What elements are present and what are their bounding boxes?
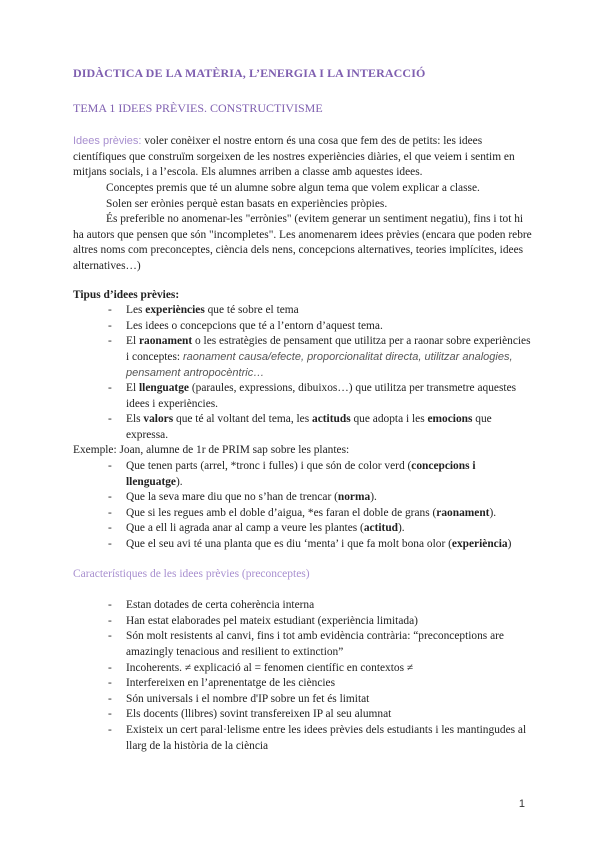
topic-title: TEMA 1 IDEES PRÈVIES. CONSTRUCTIVISME	[73, 100, 323, 115]
list-item: - Les idees o concepcions que té a l’entorn d’aquest tema.	[108, 319, 533, 335]
page-number: 1	[518, 798, 525, 810]
list-item: - Les experiències que té sobre el tema	[108, 303, 533, 319]
example-list	[73, 459, 533, 553]
list-item: - Que el seu avi té una planta que es diu ‘menta’ i que fa molt bona olor (experiència)	[108, 537, 533, 553]
list-item: - El llenguatge (paraules, expressions, dibuixos…) que utilitza per transmetre aquestes idees i experiències.	[108, 381, 533, 412]
intro-paragraph	[73, 134, 533, 181]
intro-p1: Conceptes premis que té un alumne sobre algun tema que volem explicar a classe.	[106, 181, 480, 194]
types-heading: Tipus d’idees prèvies:	[73, 288, 180, 301]
list-item: - El raonament o les estratègies de pensament que utilitza per a raonar sobre experiències i conceptes: raonament causa/efecte, proporcionalitat directa, utilitzar analogies, pensament antropocèntric…	[108, 334, 533, 381]
intro-text: voler conèixer el nostre entorn és una cosa que fem des de petits: les idees científiques que construïm sorgeixen de les nostres experiències diàries, el que veiem i sentim en mitjans socials, i a l’escola. Els alumnes arriben a classe amb aquestes idees.	[73, 135, 515, 179]
list-item: - Estan dotades de certa coherència interna	[108, 598, 533, 614]
characteristics-heading: Característiques de les idees prèvies (preconceptes)	[73, 567, 310, 580]
list-item: - Que tenen parts (arrel, *tronc i fulles) i que són de color verd (concepcions i llenguatge).	[108, 459, 533, 490]
page-content	[73, 66, 533, 754]
list-item: - Són universals i el nombre d'IP sobre un fet és limitat	[108, 692, 533, 708]
intro-p2: Solen ser erònies perquè estan basats en experiències pròpies.	[106, 197, 388, 210]
intro-p3: És preferible no anomenar-les "errònies" (evitem generar un sentiment negatiu), fins i tot hi ha autors que pensen que són "incompletes". Les anomenarem idees prèvies (encara que poden rebre altres noms com preconceptes, ciència dels nens, concepcions alternatives, teories implícites, idees alternatives…)	[73, 213, 532, 272]
list-item: - Són molt resistents al canvi, fins i tot amb evidència contrària: “preconceptions are amazingly tenacious and resilient to extinction”	[108, 629, 533, 660]
list-item: - Que a ell li agrada anar al camp a veure les plantes (actitud).	[108, 521, 533, 537]
spacer	[73, 588, 533, 598]
list-item: - Incoherents. ≠ explicació al = fenomen científic en contextos ≠	[108, 661, 533, 677]
intro-heading: Idees prèvies:	[73, 135, 142, 148]
list-item: - Els valors que té al voltant del tema, les actituds que adopta i les emocions que expressa.	[108, 412, 533, 443]
list-item: - Que la seva mare diu que no s’han de trencar (norma).	[108, 490, 533, 506]
document-title: DIDÀCTICA DE LA MATÈRIA, L’ENERGIA I LA INTERACCIÓ	[73, 66, 426, 80]
list-item: - Interfereixen en l’aprenentatge de les ciències	[108, 676, 533, 692]
list-item: - Existeix un cert paral·lelisme entre les idees prèvies dels estudiants i les mantingudes al llarg de la història de la ciència	[108, 723, 533, 754]
types-list	[73, 303, 533, 443]
example-intro: Exemple: Joan, alumne de 1r de PRIM sap sobre les plantes:	[73, 444, 350, 457]
characteristics-list	[73, 598, 533, 754]
list-item: - Que si les regues amb el doble d’aigua, *es faran el doble de grans (raonament).	[108, 506, 533, 522]
list-item: - Els docents (llibres) sovint transfereixen IP al seu alumnat	[108, 707, 533, 723]
list-item: - Han estat elaborades pel mateix estudiant (experiència limitada)	[108, 614, 533, 630]
